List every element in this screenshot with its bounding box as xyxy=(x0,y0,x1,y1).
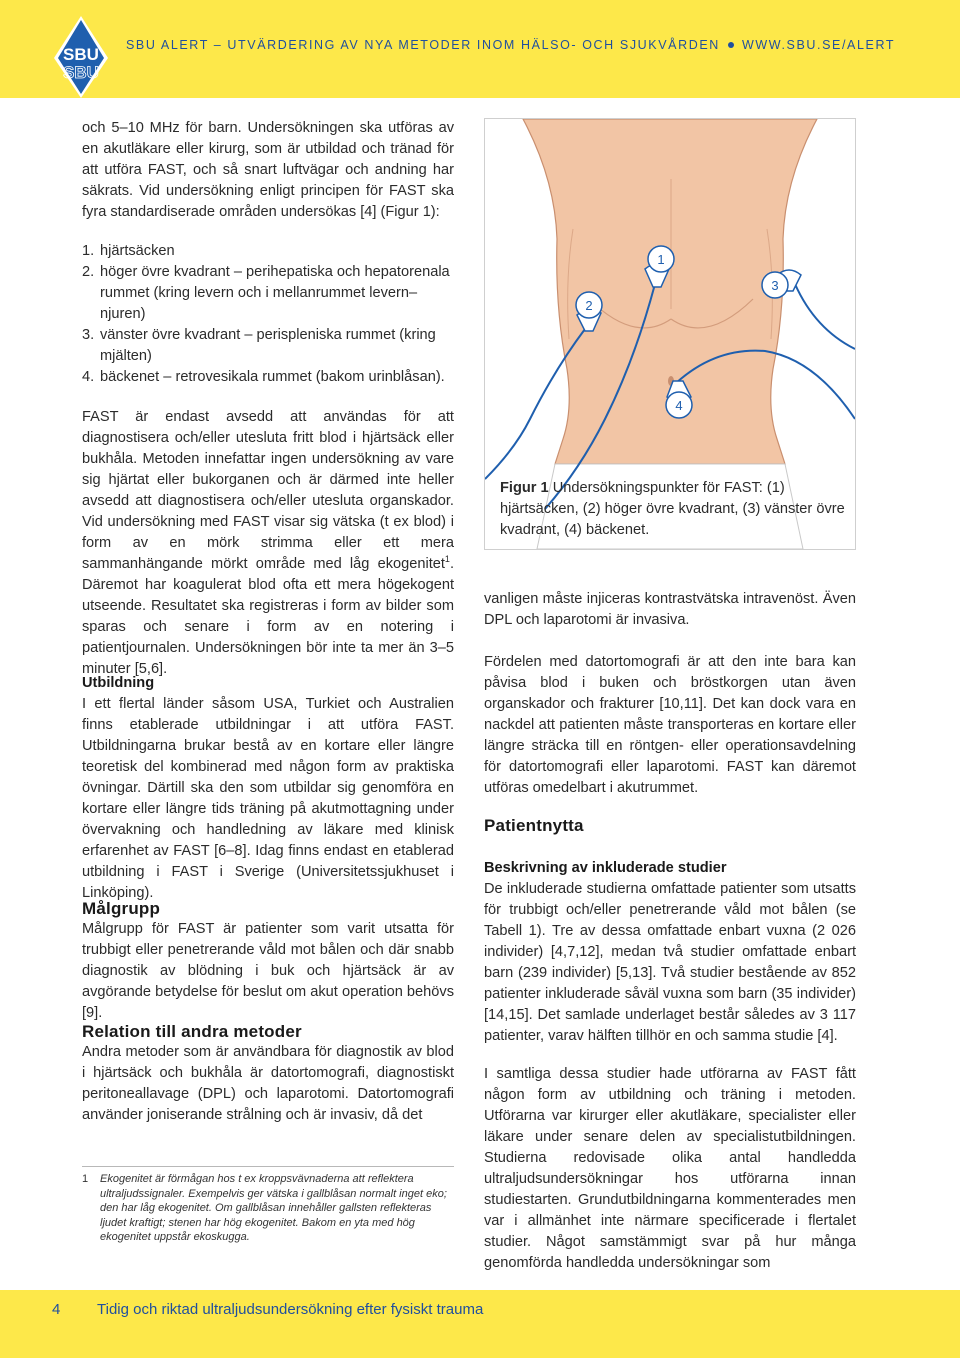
sbu-logo xyxy=(52,14,110,100)
list-item: 2. höger övre kvadrant – perihepatiska och hepatorenala rummet (kring levern och i mellanrummet levern–njuren) xyxy=(82,264,450,322)
marker-label: 2 xyxy=(585,298,593,313)
list-item: 1. hjärtsäcken xyxy=(82,243,175,259)
left-intro xyxy=(82,118,454,223)
paragraph: FAST är endast avsedd att användas för att diagnostisera och/eller utesluta fritt blod i hjärtsäck eller bukhåla. Metoden innefattar ingen undersökning av vare sig hjärtat eller bukorganen och är därmed inte heller avsedd att diagnostisera och/eller utesluta organskador. Vid undersökning med FAST visar sig vätska (t ex blod) i form av en mörk strimma eller ett mera sammanhängande mörkt område med låg ekogenitet$^1$. Däremot har koagulerat blod ofta ett mera högekogent utseende. Resultatet ska registreras i form av bilder som sparas och senare i form av en notering i patientjournalen. Undersökningen bör inte ta mer än 3–5 minuter [5,6]. xyxy=(82,409,454,677)
section-patientnytta xyxy=(484,815,856,836)
list-item: 4. bäckenet – retrovesikala rummet (bakom urinblåsan). xyxy=(82,369,445,385)
right-p4 xyxy=(484,1064,856,1274)
page-number: 4 xyxy=(52,1301,61,1318)
right-p1 xyxy=(484,589,856,631)
paragraph: I ett flertal länder såsom USA, Turkiet och Australien finns etablerade utbildningar i att utföra FAST. Utbildningarna brukar bestå av en kortare eller längre teoretisk del kombinerad med någon form av praktiska övningar. Därtill ska den som utbildar sig genomföra en kortare eller längre tids träning på akutmottagning under övervakning och handledning av läkare med klinisk erfarenhet av FAST [6–8]. Idag finns endast en etablerad utbildning i FAST i Sverige (Universitetssjukhuset i Linköping). xyxy=(82,696,454,901)
footnote-number: 1 xyxy=(82,1173,89,1185)
list-item: 3. vänster övre kvadrant – perispleniska rummet (kring mjälten) xyxy=(82,327,436,364)
paragraph: De inkluderade studierna omfattade patienter som utsatts för trubbigt och/eller penetrerande våld mot bålen (se Tabell 1). Tre av dessa omfattade enbart vuxna (2 026 individer) [4,7,12], medan två studier omfattade enbart barn (239 individer) [5,13]. Två studier bestående av 852 patienter inkluderade såväl vuxna som barn (35 individer) [14,15]. Det samlade underlaget består således av 3 117 patienter, varav hälften tillhör en och samma studie [4]. xyxy=(484,881,856,1044)
section-beskrivning xyxy=(484,858,856,1047)
paragraph: I samtliga dessa studier hade utförarna av FAST fått någon form av utbildning och träning i metoden. Utförarna var kirurger eller akutläkare, specialister eller läkare under senare delen av specialistutbildningen. Studierna redovisade olika antal handledda ultraljudsundersökningar hos utförarna innan studiestarten. Grundutbildningarna kommenterades men var i allmänhet inte närmare specificerade i flertalet studier. Något samstämmigt svar på hur många genomförda handledda undersökningar som xyxy=(484,1066,856,1271)
header-url[interactable]: WWW.SBU.SE/ALERT xyxy=(741,38,896,52)
section-heading: Relation till andra metoder xyxy=(82,1022,302,1041)
section-heading: Utbildning xyxy=(82,675,155,691)
paragraph: och 5–10 MHz för barn. Undersökningen ska utföras av en akutläkare eller kirurg, som är utbildad och tränad för att utföra FAST, och så snart luftvägar och andning har säkrats. Vid undersökning enligt principen för FAST ska fyra standardiserade områden undersökas [4] (Figur 1): xyxy=(82,120,454,220)
svg-text:SBU: SBU xyxy=(63,63,99,82)
marker-label: 1 xyxy=(657,252,665,267)
section-heading: Beskrivning av inkluderade studier xyxy=(484,860,727,876)
figure-caption xyxy=(500,478,845,541)
fast-description xyxy=(82,407,454,680)
section-utbildning xyxy=(82,673,454,904)
logo-text: SBU xyxy=(63,45,99,64)
section-heading: Målgrupp xyxy=(82,899,161,918)
footnote-ref[interactable]: 1 xyxy=(444,554,450,565)
footnote-divider xyxy=(82,1166,454,1167)
marker-label: 3 xyxy=(771,278,779,293)
marker-label: 4 xyxy=(675,398,683,413)
paragraph: vanligen måste injiceras kontrastvätska intravenöst. Även DPL och laparotomi är invasiva. xyxy=(484,591,856,628)
separator-dot xyxy=(728,42,734,48)
footnote xyxy=(82,1172,454,1245)
caption-label: Figur 1 xyxy=(500,480,549,496)
right-p2 xyxy=(484,652,856,799)
paragraph: Andra metoder som är användbara för diagnostik av blod i hjärtsäck och bukhåla är datortomografi, diagnostiskt peritoneallavage (DPL) och laparotomi. Datortomografi använder joniserande strålning och är invasiv, då det xyxy=(82,1044,454,1123)
section-heading: Patientnytta xyxy=(484,816,584,835)
section-malgrupp xyxy=(82,898,454,1024)
series-title: SBU ALERT – UTVÄRDERING AV NYA METODER INOM HÄLSO- OCH SJUKVÅRDEN xyxy=(126,38,720,52)
paragraph: Fördelen med datortomografi är att den inte bara kan påvisa blod i buken och bröstkorgen utan även organskador och frakturer [10,11]. Det kan dock vara en nackdel att patienten måste transporteras en kortare eller längre sträcka till en röntgen- eller operationsavdelning för datortomografi eller laparotomi. FAST kan däremot utföras omedelbart i akutrummet. xyxy=(484,654,856,796)
caption-text: Undersökningspunkter för FAST: (1) hjärtsäcken, (2) höger övre kvadrant, (3) vänster övre kvadrant, (4) bäckenet. xyxy=(500,480,845,538)
section-relation xyxy=(82,1021,454,1126)
footer-title: Tidig och riktad ultraljudsundersökning efter fysiskt trauma xyxy=(97,1301,484,1318)
paragraph: Målgrupp för FAST är patienter som varit utsatta för trubbigt eller penetrerande våld mot bålen och där snabb diagnostik av blödning i buk och hjärtsäck är av avgörande betydelse för beslut om akut operation behövs [9]. xyxy=(82,921,454,1021)
fast-area-list xyxy=(82,241,454,388)
probe-3 xyxy=(762,270,801,298)
footnote-text: Ekogenitet är förmågan hos t ex kroppsvävnaderna att reflektera ultraljudssignaler. Exempelvis ger vätska i gallblåsan normalt inget eko; den har låg ekogenitet. Om gallblåsan innehåller gallsten reflekteras ljudet kraftigt; stenen har hög ekogenitet. Bakom en yta med hög ekogenitet uppstår ekoskugga. xyxy=(100,1173,447,1243)
header-series xyxy=(126,38,895,52)
